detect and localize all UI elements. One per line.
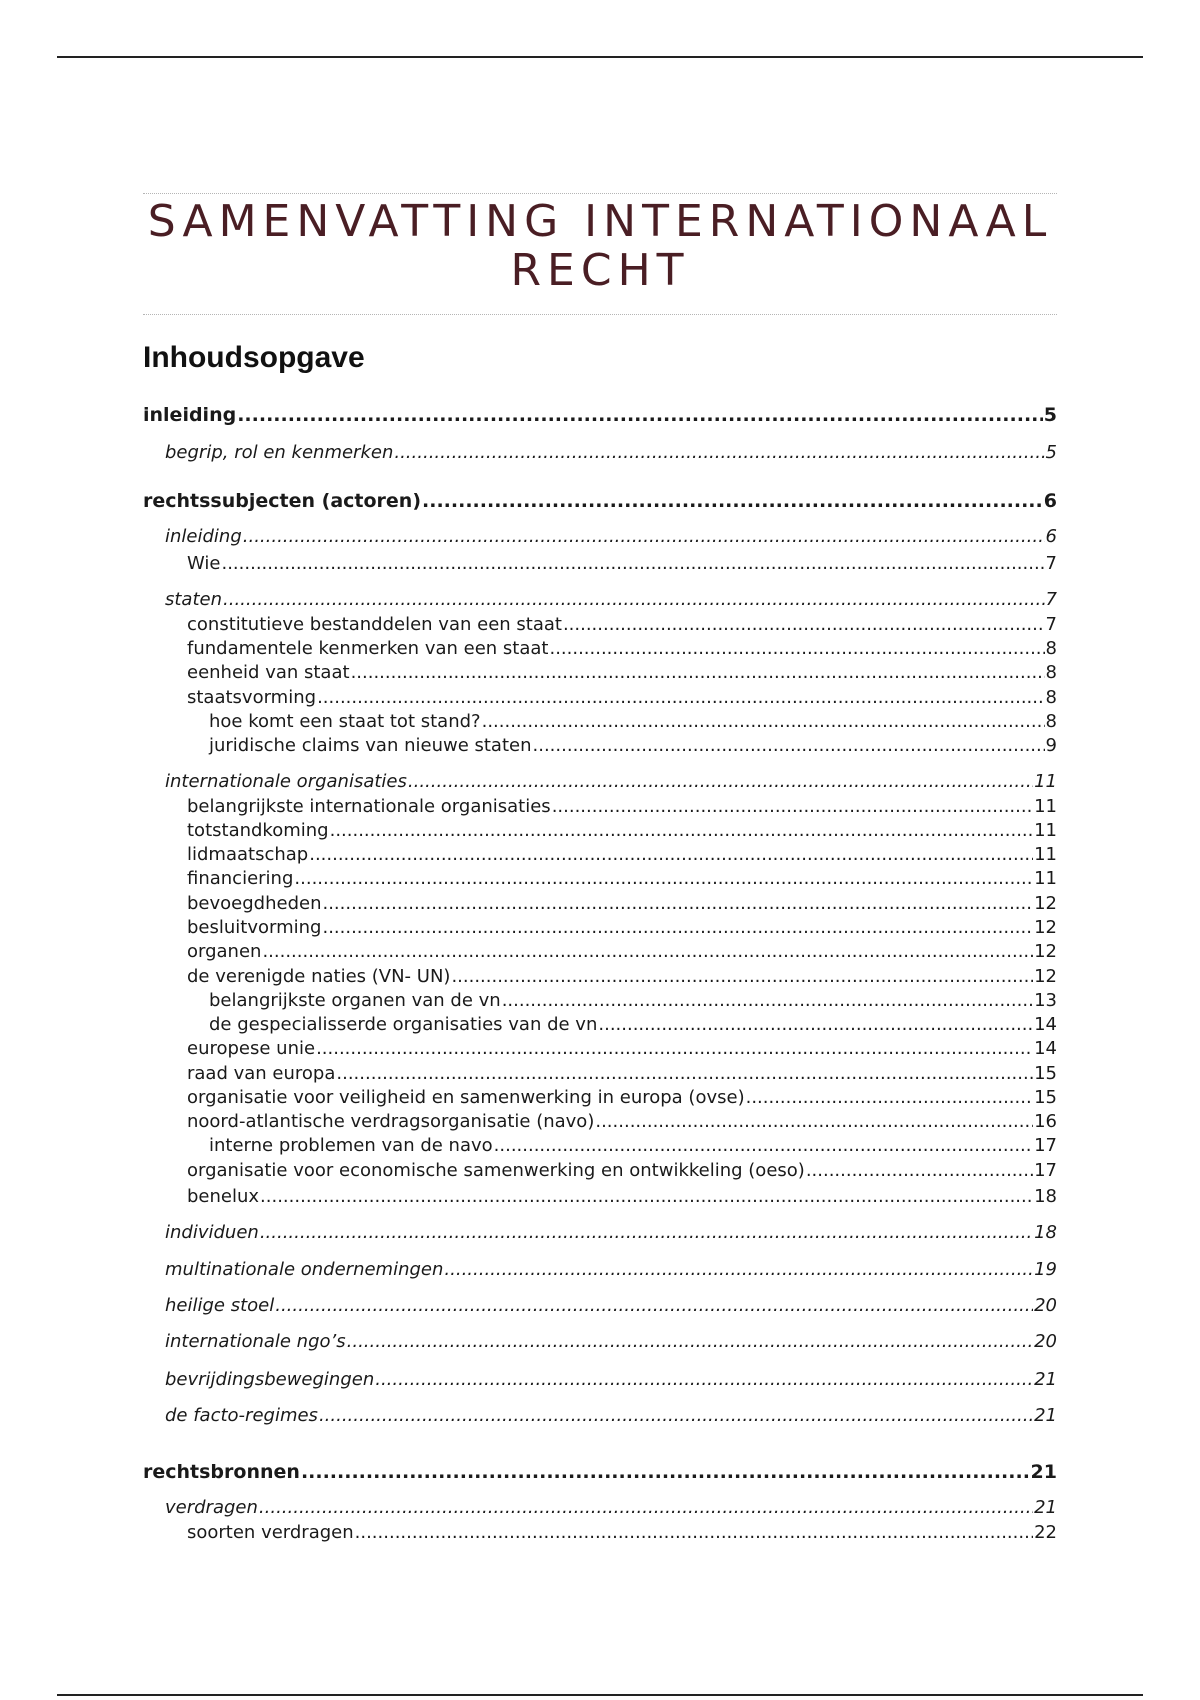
toc-entry-title: organisatie voor economische samenwerking en ontwikkeling (oeso) xyxy=(187,1160,805,1181)
toc-leader-dots xyxy=(237,404,1043,426)
toc-entry-page: 7 xyxy=(1045,589,1057,610)
toc-entry[interactable] xyxy=(209,1014,1057,1035)
document-title xyxy=(143,193,1057,315)
toc-entry[interactable] xyxy=(209,735,1057,756)
toc-leader-dots xyxy=(317,687,1044,708)
toc-entry[interactable] xyxy=(165,442,1057,463)
toc-entry-page: 11 xyxy=(1034,868,1057,889)
title-line-2: RECHT xyxy=(510,245,690,296)
toc-entry-title: juridische claims van nieuwe staten xyxy=(209,735,532,756)
toc-entry-title: inleiding xyxy=(165,526,242,547)
toc-entry-page: 11 xyxy=(1034,796,1057,817)
toc-entry[interactable] xyxy=(209,711,1057,732)
toc-entry-title: staatsvorming xyxy=(187,687,317,708)
toc-entry-page: 15 xyxy=(1034,1063,1057,1084)
toc-entry-page: 5 xyxy=(1043,404,1057,426)
toc-entry-title: begrip, rol en kenmerken xyxy=(165,442,394,463)
toc-entry[interactable] xyxy=(187,1522,1057,1543)
toc-entry-title: inleiding xyxy=(143,404,237,426)
toc-entry-page: 20 xyxy=(1034,1295,1057,1316)
toc-leader-dots xyxy=(444,1259,1033,1280)
toc-entry-page: 15 xyxy=(1034,1087,1057,1108)
toc-leader-dots xyxy=(549,638,1044,659)
toc-leader-dots xyxy=(294,868,1033,889)
toc-entry-page: 12 xyxy=(1034,893,1057,914)
toc-leader-dots xyxy=(595,1111,1033,1132)
toc-leader-dots xyxy=(482,711,1045,732)
toc-entry-page: 14 xyxy=(1034,1038,1057,1059)
toc-entry-title: rechtsbronnen xyxy=(143,1461,300,1483)
toc-leader-dots xyxy=(301,1461,1030,1483)
toc-leader-dots xyxy=(275,1295,1033,1316)
toc-entry-title: soorten verdragen xyxy=(187,1522,354,1543)
toc-leader-dots xyxy=(375,1369,1033,1390)
toc-leader-dots xyxy=(563,614,1045,635)
toc-entry-page: 11 xyxy=(1034,771,1057,792)
toc-entry[interactable] xyxy=(187,941,1057,962)
toc-entry[interactable] xyxy=(165,589,1057,610)
toc-leader-dots xyxy=(394,442,1044,463)
toc-entry-title: eenheid van staat xyxy=(187,662,350,683)
toc-entry[interactable] xyxy=(187,1186,1057,1207)
toc-leader-dots xyxy=(316,1038,1033,1059)
toc-entry-page: 18 xyxy=(1034,1222,1057,1243)
toc-entry[interactable] xyxy=(187,966,1057,987)
toc-entry-title: organen xyxy=(187,941,262,962)
toc-entry[interactable] xyxy=(187,662,1057,683)
toc-entry-page: 11 xyxy=(1034,844,1057,865)
toc-leader-dots xyxy=(552,796,1033,817)
toc-leader-dots xyxy=(408,771,1033,792)
toc-entry-page: 8 xyxy=(1045,687,1057,708)
toc-entry[interactable] xyxy=(187,1160,1057,1181)
toc-entry-title: de facto-regimes xyxy=(165,1405,318,1426)
toc-entry-page: 8 xyxy=(1045,711,1057,732)
toc-leader-dots xyxy=(598,1014,1033,1035)
toc-leader-dots xyxy=(746,1087,1034,1108)
toc-entry-page: 12 xyxy=(1034,917,1057,938)
toc-entry[interactable] xyxy=(165,1405,1057,1426)
toc-leader-dots xyxy=(259,1497,1033,1518)
toc-entry[interactable] xyxy=(187,844,1057,865)
toc-entry-title: raad van europa xyxy=(187,1063,336,1084)
toc-entry[interactable] xyxy=(165,1331,1057,1352)
toc-entry-page: 6 xyxy=(1045,526,1057,547)
toc-entry[interactable] xyxy=(165,526,1057,547)
toc-entry[interactable] xyxy=(187,796,1057,817)
toc-entry-title: europese unie xyxy=(187,1038,316,1059)
toc-entry[interactable] xyxy=(187,1087,1057,1108)
toc-entry-page: 8 xyxy=(1045,638,1057,659)
toc-entry[interactable] xyxy=(143,1461,1057,1483)
toc-entry-page: 8 xyxy=(1045,662,1057,683)
toc-leader-dots xyxy=(243,526,1045,547)
toc-entry-page: 17 xyxy=(1034,1160,1057,1181)
toc-leader-dots xyxy=(494,1135,1033,1156)
toc-entry-title: organisatie voor veiligheid en samenwerking in europa (ovse) xyxy=(187,1087,745,1108)
toc-entry-page: 20 xyxy=(1034,1331,1057,1352)
toc-leader-dots xyxy=(322,917,1033,938)
toc-entry-title: financiering xyxy=(187,868,294,889)
toc-entry[interactable] xyxy=(187,893,1057,914)
toc-entry[interactable] xyxy=(187,687,1057,708)
toc-entry[interactable] xyxy=(187,1063,1057,1084)
toc-entry-title: noord-atlantische verdragsorganisatie (navo) xyxy=(187,1111,595,1132)
toc-entry-page: 14 xyxy=(1034,1014,1057,1035)
toc-entry[interactable] xyxy=(187,638,1057,659)
toc-entry-title: besluitvorming xyxy=(187,917,322,938)
toc-entry-page: 12 xyxy=(1034,966,1057,987)
toc-entry-page: 6 xyxy=(1043,490,1057,512)
toc-entry-title: totstandkoming xyxy=(187,820,329,841)
toc-entry-page: 16 xyxy=(1034,1111,1057,1132)
toc-entry-title: de verenigde naties (VN- UN) xyxy=(187,966,451,987)
toc-entry-title: individuen xyxy=(165,1222,259,1243)
toc-entry[interactable] xyxy=(187,917,1057,938)
toc-entry-page: 9 xyxy=(1045,735,1057,756)
toc-leader-dots xyxy=(355,1522,1033,1543)
toc-leader-dots xyxy=(322,893,1033,914)
toc-entry[interactable] xyxy=(165,1295,1057,1316)
toc-leader-dots xyxy=(319,1405,1033,1426)
toc-entry-title: de gespecialisserde organisaties van de vn xyxy=(209,1014,598,1035)
toc-entry-title: bevrijdingsbewegingen xyxy=(165,1369,375,1390)
toc-leader-dots xyxy=(351,662,1045,683)
toc-leader-dots xyxy=(533,735,1045,756)
toc-leader-dots xyxy=(451,966,1033,987)
toc-entry[interactable] xyxy=(143,490,1057,512)
toc-entry-title: internationale ngo’s xyxy=(165,1331,346,1352)
toc-leader-dots xyxy=(260,1186,1033,1207)
toc-entry-title: multinationale ondernemingen xyxy=(165,1259,444,1280)
toc-entry-title: belangrijkste organen van de vn xyxy=(209,990,501,1011)
toc-leader-dots xyxy=(806,1160,1033,1181)
toc-entry-page: 21 xyxy=(1034,1369,1057,1390)
toc-leader-dots xyxy=(309,844,1033,865)
toc-entry-page: 22 xyxy=(1034,1522,1057,1543)
toc-entry-page: 21 xyxy=(1034,1405,1057,1426)
toc-entry-page: 19 xyxy=(1034,1259,1057,1280)
toc-entry-page: 5 xyxy=(1045,442,1057,463)
toc-entry-title: constitutieve bestanddelen van een staat xyxy=(187,614,562,635)
toc-entry[interactable] xyxy=(209,1135,1057,1156)
toc-leader-dots xyxy=(223,589,1045,610)
toc-leader-dots xyxy=(502,990,1033,1011)
toc-entry[interactable] xyxy=(187,820,1057,841)
toc-leader-dots xyxy=(221,553,1044,574)
toc-heading: Inhoudsopgave xyxy=(143,341,365,374)
toc-entry-title: benelux xyxy=(187,1186,260,1207)
toc-leader-dots xyxy=(262,941,1033,962)
toc-leader-dots xyxy=(260,1222,1033,1243)
title-line-1: SAMENVATTING INTERNATIONAAL xyxy=(147,196,1053,247)
toc-entry-page: 11 xyxy=(1034,820,1057,841)
toc-entry-title: belangrijkste internationale organisaties xyxy=(187,796,551,817)
toc-entry-page: 7 xyxy=(1045,614,1057,635)
toc-entry-title: lidmaatschap xyxy=(187,844,309,865)
toc-entry-title: Wie xyxy=(187,553,221,574)
footer-rule xyxy=(57,1694,1143,1696)
toc-entry-title: heilige stoel xyxy=(165,1295,275,1316)
toc-entry-title: bevoegdheden xyxy=(187,893,322,914)
toc-entry[interactable] xyxy=(165,771,1057,792)
toc-entry-title: interne problemen van de navo xyxy=(209,1135,493,1156)
toc-entry[interactable] xyxy=(165,1369,1057,1390)
toc-entry-title: internationale organisaties xyxy=(165,771,407,792)
header-rule xyxy=(57,56,1143,58)
toc-entry[interactable] xyxy=(209,990,1057,1011)
toc-entry-page: 21 xyxy=(1030,1461,1057,1483)
toc-leader-dots xyxy=(330,820,1034,841)
toc-entry-page: 18 xyxy=(1034,1186,1057,1207)
toc-entry-page: 13 xyxy=(1034,990,1057,1011)
toc-leader-dots xyxy=(347,1331,1033,1352)
toc-entry-title: staten xyxy=(165,589,223,610)
toc-entry[interactable] xyxy=(143,404,1057,426)
toc-leader-dots xyxy=(336,1063,1033,1084)
toc-entry-title: verdragen xyxy=(165,1497,258,1518)
toc-entry[interactable] xyxy=(187,553,1057,574)
toc-entry[interactable] xyxy=(187,1111,1057,1132)
toc-entry-title: rechtssubjecten (actoren) xyxy=(143,490,422,512)
toc-leader-dots xyxy=(422,490,1043,512)
toc-entry-page: 12 xyxy=(1034,941,1057,962)
toc-entry[interactable] xyxy=(187,1038,1057,1059)
toc-entry-page: 7 xyxy=(1045,553,1057,574)
toc-entry[interactable] xyxy=(165,1222,1057,1243)
toc-entry-page: 17 xyxy=(1034,1135,1057,1156)
toc-entry[interactable] xyxy=(187,614,1057,635)
toc-entry[interactable] xyxy=(165,1497,1057,1518)
toc-entry-page: 21 xyxy=(1034,1497,1057,1518)
toc-entry-title: fundamentele kenmerken van een staat xyxy=(187,638,549,659)
toc-entry-title: hoe komt een staat tot stand? xyxy=(209,711,481,732)
toc-entry[interactable] xyxy=(165,1259,1057,1280)
toc-entry[interactable] xyxy=(187,868,1057,889)
